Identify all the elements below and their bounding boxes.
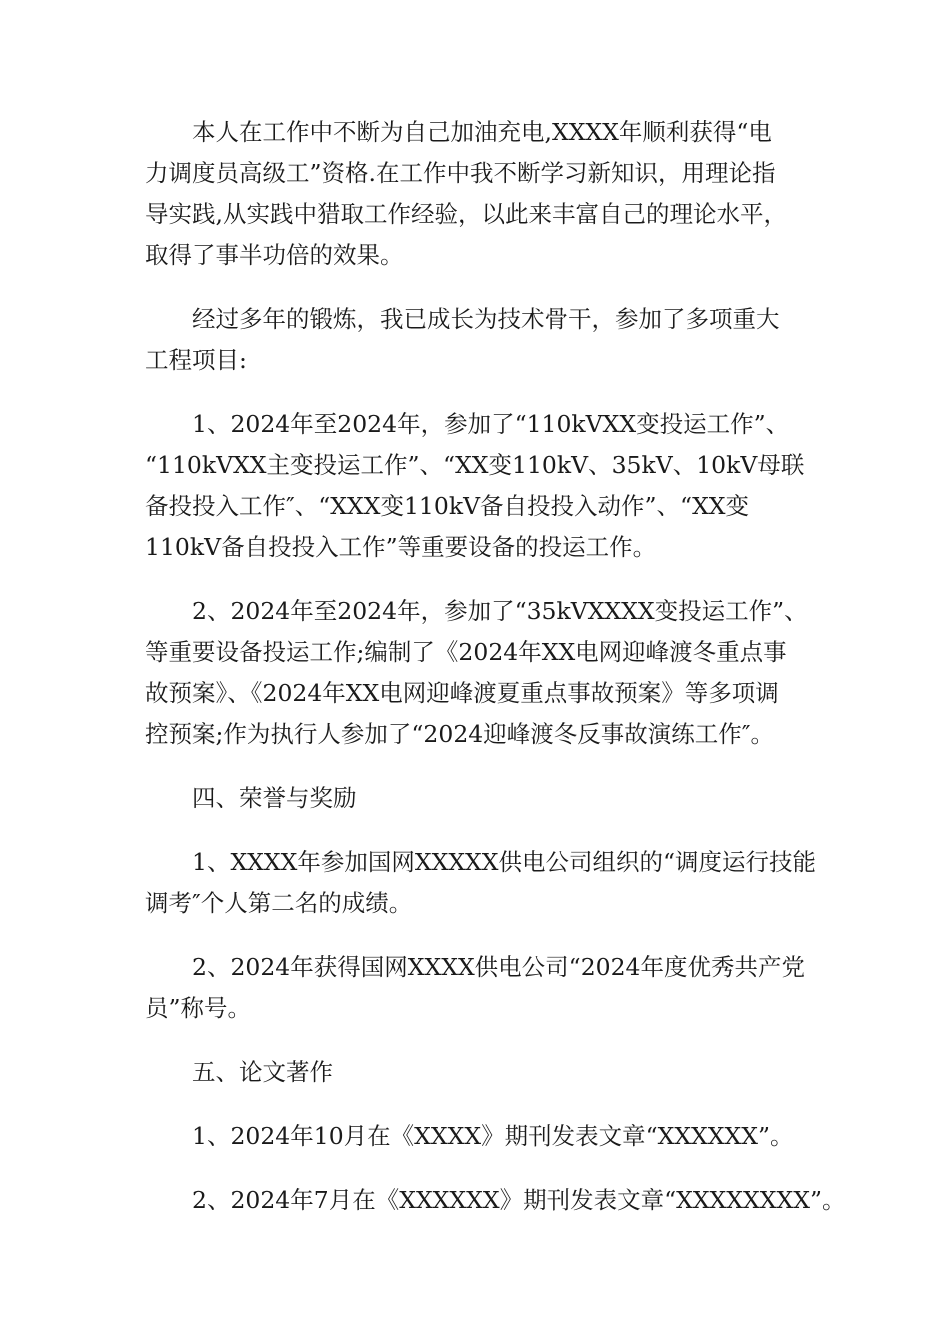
text-line: 故预案》、《2024年XX电网迎峰渡夏重点事故预案》等多项调: [145, 679, 779, 707]
text-line: 2、2024年7月在《XXXXXX》期刊发表文章“XXXXXXXX”。: [192, 1186, 846, 1214]
paragraph-publication-item-2: [145, 1180, 846, 1221]
text-line: 等重要设备投运工作;编制了《2024年XX电网迎峰渡冬重点事: [145, 638, 787, 666]
text-line: 110kV备自投投入工作”等重要设备的投运工作。: [145, 533, 657, 561]
paragraph-project-item-2: [145, 591, 807, 755]
text-line: 工程项目:: [145, 346, 247, 374]
paragraph-honor-item-2: [145, 947, 807, 1029]
text-line: 经过多年的锻炼，我已成长为技术骨干，参加了多项重大: [192, 305, 780, 333]
text-line: 力调度员高级工”资格.在工作中我不断学习新知识，用理论指: [145, 159, 776, 187]
paragraph-publication-item-1: [145, 1116, 807, 1157]
document-body: [145, 112, 846, 1221]
paragraph-honor-item-1: [145, 842, 817, 924]
text-line: 五、论文著作: [192, 1058, 333, 1086]
text-line: 1、2024年至2024年，参加了“110kVXX变投运工作”、: [192, 410, 790, 438]
text-line: 控预案;作为执行人参加了“2024迎峰渡冬反事故演练工作″。: [145, 720, 775, 748]
section-heading-honors: [145, 778, 807, 819]
text-line: 员”称号。: [145, 994, 252, 1022]
text-line: 1、XXXX年参加国网XXXXX供电公司组织的“调度运行技能: [192, 848, 817, 876]
text-line: 1、2024年10月在《XXXX》期刊发表文章“XXXXXX”。: [192, 1122, 794, 1150]
text-line: 2、2024年获得国网XXXX供电公司“2024年度优秀共产党: [192, 953, 805, 981]
text-line: 导实践,从实践中猎取工作经验，以此来丰富自己的理论水平，: [145, 200, 787, 228]
text-line: 调考″个人第二名的成绩。: [145, 889, 413, 917]
text-line: 2、2024年至2024年，参加了“35kVXXXX变投运工作”、: [192, 597, 808, 625]
text-line: 本人在工作中不断为自己加油充电,XXXX年顺利获得“电: [192, 118, 772, 146]
section-heading-publications: [145, 1052, 807, 1093]
text-line: “110kVXX主变投运工作”、“XX变110kV、35kV、10kV母联: [145, 451, 805, 479]
paragraph-self-improvement: [145, 112, 807, 276]
text-line: 备投投入工作″、“XXX变110kV备自投投入动作”、“XX变: [145, 492, 750, 520]
paragraph-technical-backbone: [145, 299, 807, 381]
paragraph-project-item-1: [145, 404, 807, 568]
text-line: 四、荣誉与奖励: [192, 784, 357, 812]
text-line: 取得了事半功倍的效果。: [145, 241, 404, 269]
